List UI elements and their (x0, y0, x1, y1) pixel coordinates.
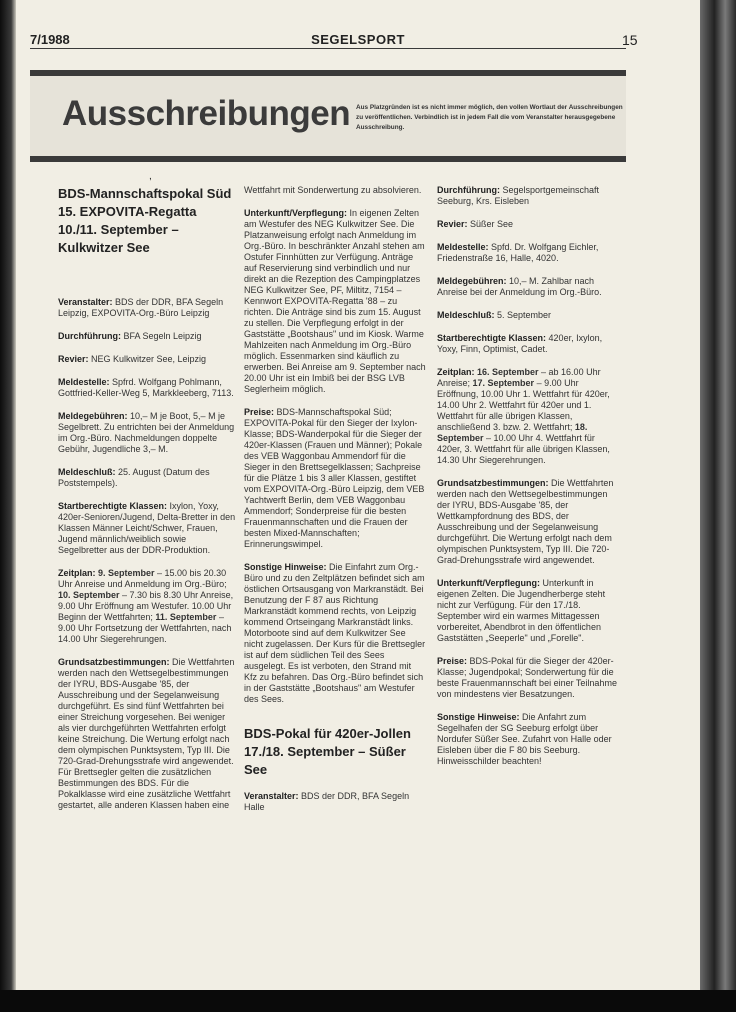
entry-sonstige: Sonstige Hinweise: Die Einfahrt zum Org.-Büro und zu den Zeltplätzen befindet sich am östlichen Ortsausgang von Markranstädt. Bei Benutzung der F 87 aus Richtung Markranstädt kommend rechts, von Leipzig kommend Ortseingang Markranstädt links. Motorboote sind auf dem Kulkwitzer See nicht zugelassen. Der Kurs für die Brettsegler ist auf dem südlichen Teil des Sees ausgelegt. Es ist verboten, den Strand mit Kfz zu befahren. Das Org.-Büro befindet sich in der Gaststätte „Bootshaus" am Westufer des Sees. (244, 562, 426, 704)
page-number: 15 (622, 32, 638, 48)
entry-zeitplan-2: Zeitplan: 16. September – ab 16.00 Uhr Anreise; 17. September – 9.00 Uhr Eröffnung, 10.00 Uhr 1. Wettfahrt für 420er, 14.00 Uhr 2. Wettfahrt für 420er und 1. Wettfahrt für alle übrigen Klassen, anschließend 3. bzw. 2. Wettfahrt; 18. September – 10.00 Uhr 4. Wettfahrt für 420er, 3. Wettfahrt für alle übrigen Klassen, 14.30 Uhr Siegerehrungen. (437, 367, 610, 465)
entry-meldegebuehren: Meldegebühren: 10,– M je Boot, 5,– M je Segelbrett. Zu entrichten bei der Anmeldung im Org.-Büro. Nachmeldungen doppelte Gebühr, Jugendliche 3,– M. (58, 411, 235, 454)
entry-meldestelle-2: Meldestelle: Spfd. Dr. Wolfgang Eichler, Friedenstraße 16, Halle, 4020. (437, 242, 599, 263)
column-2 (244, 185, 426, 825)
book-pages-edge-right (700, 0, 736, 1012)
magazine-title: SEGELSPORT (311, 32, 405, 47)
issue-number: 7/1988 (30, 32, 70, 47)
entry-preise-2: Preise: BDS-Pokal für die Sieger der 420er-Klasse; Jugendpokal; Sonderwertung für die beste Frauenmannschaft bei einer Teilnahme von mindestens vier Besatzungen. (437, 656, 617, 699)
column-3 (437, 185, 620, 779)
entry-meldegebuehren-2: Meldegebühren: 10,– M. Zahlbar nach Anreise bei der Anmeldung im Org.-Büro. (437, 276, 602, 297)
entry-startberechtigte: Startberechtigte Klassen: Ixylon, Yoxy, 420er-Senioren/Jugend, Delta-Bretter in den Klassen Männer Leicht/Schwer, Frauen, Jugend männlich/weiblich sowie Segelbretter aus der DDR-Produktion. (58, 501, 236, 555)
entry-zeitplan: Zeitplan: 9. September – 15.00 bis 20.30 Uhr Anreise und Anmeldung im Org.-Büro; 10. September – 7.30 bis 8.30 Uhr Anreise, 9.00 Uhr Eröffnung am Westufer. 10.00 Uhr Beginn der Wettfahrten; 11. September – 9.00 Uhr Fortsetzung der Wettfahrten, nach 14.00 Uhr Siegerehrungen. (58, 568, 234, 644)
entry-sonstige-2: Sonstige Hinweise: Die Anfahrt zum Segelhafen der SG Seeburg erfolgt über Nordufer Süßer See. Zufahrt von Halle oder Eisleben über die F 80 bis Seeburg. Hinweisschilder beachten! (437, 712, 612, 766)
headline-line: 17./18. September – Süßer See (244, 744, 406, 777)
book-binding-left (0, 0, 16, 1012)
headline-line: 15. EXPOVITA-Regatta (58, 204, 197, 219)
section-note: Aus Platzgründen ist es nicht immer möglich, den vollen Wortlaut der Ausschreibungen zu veröffentlichen. Verbindlich ist in jedem Fall die vom Veranstalter herausgegebene Ausschreibung. (356, 104, 623, 131)
headline-line: BDS-Pokal für 420er-Jollen (244, 726, 411, 741)
header-rule (30, 48, 626, 49)
entry-grundsatz: Grundsatzbestimmungen: Die Wettfahrten werden nach den Wettsegelbestimmungen der IYRU, BDS-Ausgabe '85, der Ausschreibung und der Segelanweisung durchgeführt. Es sind fünf Wettfahrten bei einer Streichung vorgesehen. Bei weniger als vier durchgeführten Wettfahrten erfolgt keine Streichung. Die Wertung erfolgt nach dem olympischen Punktsystem, Typ III. Die 720-Grad-Drehungsstrafe wird angewendet. Für Brettsegler gelten die zusätzlichen Bestimmungen des BDS. Für die Pokalklasse wird eine zusätzliche Wettfahrt gestartet, alle anderen Klassen haben eine (58, 657, 235, 810)
scan-border-bottom (0, 990, 736, 1012)
print-mark: , (149, 171, 152, 182)
headline-line: BDS-Mannschaftspokal Süd (58, 186, 232, 201)
entry-durchfuehrung-2: Durchführung: Segelsportgemeinschaft Seeburg, Krs. Eisleben (437, 185, 600, 206)
headline-line: Kulkwitzer See (58, 240, 150, 255)
entry-revier-2: Revier: Süßer See (437, 219, 514, 229)
entry-continuation: Wettfahrt mit Sonderwertung zu absolvieren. (244, 185, 422, 195)
entry-unterkunft-2: Unterkunft/Verpflegung: Unterkunft in eigenen Zelten. Die Jugendherberge steht nicht zur Verfügung. Für den 17./18. September wird ein warmes Mittagessen vorbereitet, Abendbrot in den öffentlichen Gaststätten „Seeperle" und „Forelle". (437, 578, 606, 643)
column-1 (58, 185, 236, 823)
event-headline-1 (58, 185, 236, 257)
entry-meldestelle: Meldestelle: Spfrd. Wolfgang Pohlmann, Gottfried-Keller-Weg 5, Markkleeberg, 7113. (58, 377, 234, 398)
entry-veranstalter: Veranstalter: BDS der DDR, BFA Segeln Leipzig, EXPOVITA-Org.-Büro Leipzig (58, 297, 224, 318)
entry-meldeschluss-2: Meldeschluß: 5. September (437, 310, 552, 320)
banner-rule-bottom (30, 156, 626, 162)
entry-revier: Revier: NEG Kulkwitzer See, Leipzig (58, 354, 207, 364)
entry-durchfuehrung: Durchführung: BFA Segeln Leipzig (58, 331, 202, 341)
entry-unterkunft: Unterkunft/Verpflegung: In eigenen Zelten am Westufer des NEG Kulkwitzer See. Die Platzanweisung erfolgt nach Anmeldung im Org.-Büro. In beschränkter Anzahl stehen am Ostufer Finnhütten zur Verfügung. Anträge auf Reservierung sind verbindlich und nur direkt an die Rezeption des Campingplatzes NEG Kulkwitzer See, PF, Miltitz, 7154 – Kennwort EXPOVITA-Regatta '88 – zu richten. Die Anträge sind bis zum 15. August zu stellen. Die Verpflegung erfolgt in der Gaststätte „Bootshaus" und im Kiosk. Warme Mahlzeiten nach Anmeldung im Org.-Büro möglich. Essenmarken sind käuflich zu erwerben. Bei Anreise am 9. September nach 20.00 Uhr ist ein Imbiß bei der BSG LVB Seglerheim möglich. (244, 208, 426, 394)
entry-preise: Preise: BDS-Mannschaftspokal Süd; EXPOVITA-Pokal für den Sieger der Ixylon-Klasse; BDS-Wanderpokal für die Sieger der 420er-Klassen (Frauen und Männer); Pokale des VEB Waggonbau Ammendorf für die Sieger in den Brettsegelklassen; Sachpreise für die Plätze 1 bis 3 aller Klassen, gestiftet vom EXPOVITA-Org.-Büro Leipzig, dem VEB Yachtwerft Berlin, dem VEB Waggonbau Ammendorf; Sonderpreise für die besten Frauenmannschaften und die Frauen der besten Mixed-Mannschaften; Erinnerungswimpel. (244, 407, 425, 549)
entry-startberechtigte-2: Startberechtigte Klassen: 420er, Ixylon, Yoxy, Finn, Optimist, Cadet. (437, 333, 603, 354)
event-headline-2 (244, 725, 426, 779)
headline-line: 10./11. September – (58, 222, 179, 237)
entry-veranstalter-2: Veranstalter: BDS der DDR, BFA Segeln Halle (244, 791, 410, 812)
magazine-page (16, 0, 700, 990)
entry-grundsatz-2: Grundsatzbestimmungen: Die Wettfahrten werden nach den Wettsegelbestimmungen der IYRU, BDS-Ausgabe '85, der Wettkampfordnung des BDS, der Ausschreibung und der Segelanweisung durchgeführt. Die Wertung erfolgt nach dem olympischen Punktsystem, Typ III. Die 720-Grad-Drehungsstrafe wird angewendet. (437, 478, 614, 565)
entry-meldeschluss: Meldeschluß: 25. August (Datum des Poststempels). (58, 467, 210, 488)
section-title: Ausschreibungen (62, 94, 351, 133)
